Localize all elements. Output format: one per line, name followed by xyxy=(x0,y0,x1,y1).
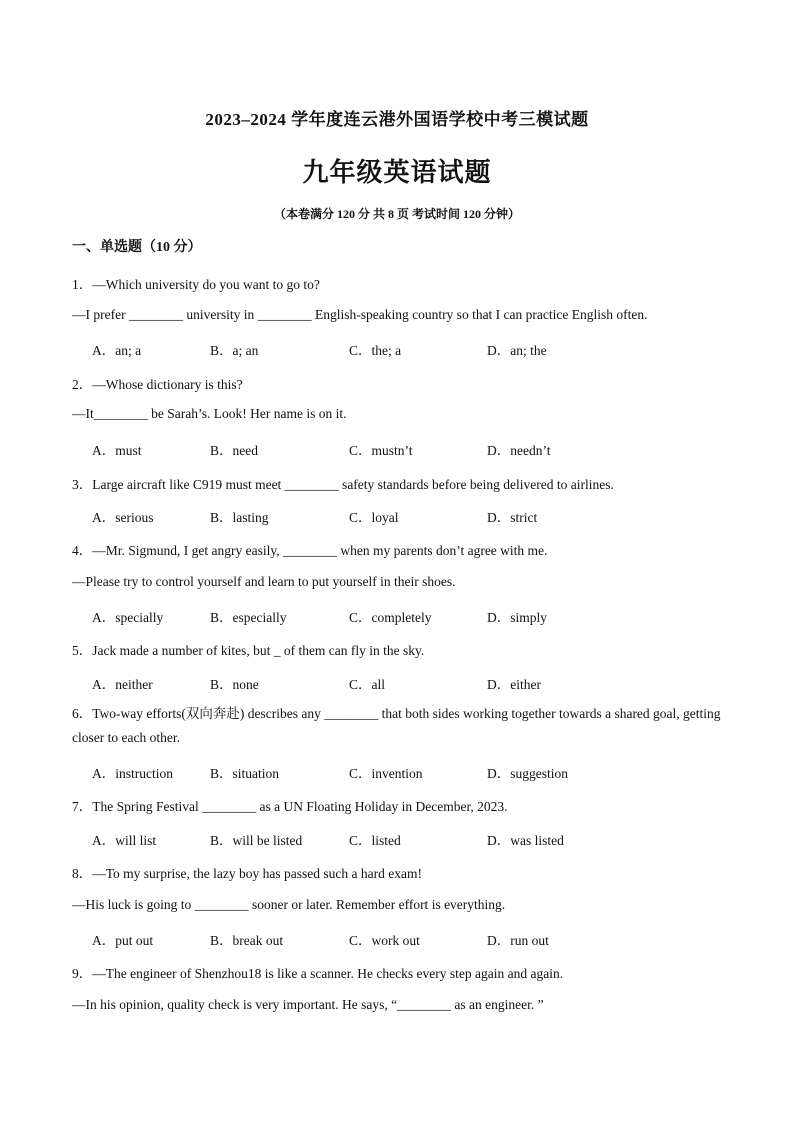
section-title: 一、单选题（10 分） xyxy=(72,240,202,255)
question-5-option-b[interactable]: B．none xyxy=(210,677,259,692)
question-9-line-2: —In his opinion, quality check is very important. He says, “________ as an engineer. ” xyxy=(72,997,544,1012)
question-1-option-b[interactable]: B．a; an xyxy=(210,343,259,358)
question-6-option-a[interactable]: A．instruction xyxy=(92,766,173,781)
question-4-option-d[interactable]: D．simply xyxy=(487,610,548,625)
question-2-line-2: —It________ be Sarah’s. Look! Her name is on it. xyxy=(72,406,347,421)
question-5-options xyxy=(0,673,794,693)
question-8-option-a[interactable]: A．put out xyxy=(92,933,154,948)
question-5-option-a[interactable]: A．neither xyxy=(92,677,153,692)
question-8-line-2: —His luck is going to ________ sooner or later. Remember effort is everything. xyxy=(72,897,506,912)
question-3-option-c[interactable]: C．loyal xyxy=(349,510,399,525)
question-1-options xyxy=(0,339,794,359)
question-2-option-d[interactable]: D．needn’t xyxy=(487,443,551,458)
question-6-option-b[interactable]: B．situation xyxy=(210,766,280,781)
question-4-option-a[interactable]: A．specially xyxy=(92,610,164,625)
question-4-options xyxy=(0,606,794,626)
question-7-option-b[interactable]: B．will be listed xyxy=(210,833,303,848)
question-1-option-d[interactable]: D．an; the xyxy=(487,343,547,358)
question-4-option-b[interactable]: B．especially xyxy=(210,610,287,625)
question-2-option-b[interactable]: B．need xyxy=(210,443,258,458)
question-2-option-c[interactable]: C．mustn’t xyxy=(349,443,413,458)
question-7-option-a[interactable]: A．will list xyxy=(92,833,157,848)
school-exam-title: 2023–2024 学年度连云港外国语学校中考三模试题 xyxy=(205,110,589,129)
exam-subject-title: 九年级英语试题 xyxy=(302,158,492,187)
question-2-stem: 2．—Whose dictionary is this? xyxy=(72,377,243,392)
question-6-option-c[interactable]: C．invention xyxy=(349,766,423,781)
question-1-stem: 1．—Which university do you want to go to? xyxy=(72,277,320,292)
question-3-options xyxy=(0,506,794,526)
question-8-stem: 8．—To my surprise, the lazy boy has passed such a hard exam! xyxy=(72,866,422,881)
question-3-stem: 3．Large aircraft like C919 must meet ________ safety standards before being delivered to airlines. xyxy=(72,477,614,492)
question-6-options xyxy=(0,762,794,782)
question-1-option-a[interactable]: A．an; a xyxy=(92,343,142,358)
question-9-stem: 9．—The engineer of Shenzhou18 is like a scanner. He checks every step again and again. xyxy=(72,966,564,981)
question-8-options xyxy=(0,929,794,949)
question-4-option-c[interactable]: C．completely xyxy=(349,610,432,625)
question-5-option-c[interactable]: C．all xyxy=(349,677,385,692)
question-7-option-d[interactable]: D．was listed xyxy=(487,833,564,848)
question-7-options xyxy=(0,829,794,849)
question-4-stem: 4．—Mr. Sigmund, I get angry easily, ________ when my parents don’t agree with me. xyxy=(72,543,548,558)
question-8-option-d[interactable]: D．run out xyxy=(487,933,549,948)
question-3-option-a[interactable]: A．serious xyxy=(92,510,154,525)
question-2-option-a[interactable]: A．must xyxy=(92,443,142,458)
question-3-option-b[interactable]: B．lasting xyxy=(210,510,269,525)
question-1-option-c[interactable]: C．the; a xyxy=(349,343,402,358)
question-8-option-b[interactable]: B．break out xyxy=(210,933,284,948)
question-3-option-d[interactable]: D．strict xyxy=(487,510,538,525)
question-5-option-d[interactable]: D．either xyxy=(487,677,541,692)
question-5-stem: 5．Jack made a number of kites, but _ of them can fly in the sky. xyxy=(72,643,425,658)
question-7-option-c[interactable]: C．listed xyxy=(349,833,401,848)
question-8-option-c[interactable]: C．work out xyxy=(349,933,420,948)
question-4-line-2: —Please try to control yourself and learn to put yourself in their shoes. xyxy=(72,574,456,589)
exam-info: （本卷满分 120 分 共 8 页 考试时间 120 分钟） xyxy=(273,207,520,221)
question-6-option-d[interactable]: D．suggestion xyxy=(487,766,568,781)
question-7-stem: 7．The Spring Festival ________ as a UN Floating Holiday in December, 2023. xyxy=(72,799,508,814)
question-1-line-2: —I prefer ________ university in ________ English-speaking country so that I can practice English often. xyxy=(72,307,648,322)
question-6-stem: 6．Two-way efforts(双向奔赴) describes any ________ that both sides working together towards a shared goal, getting closer to each other. xyxy=(72,706,721,745)
question-2-options xyxy=(0,439,794,459)
